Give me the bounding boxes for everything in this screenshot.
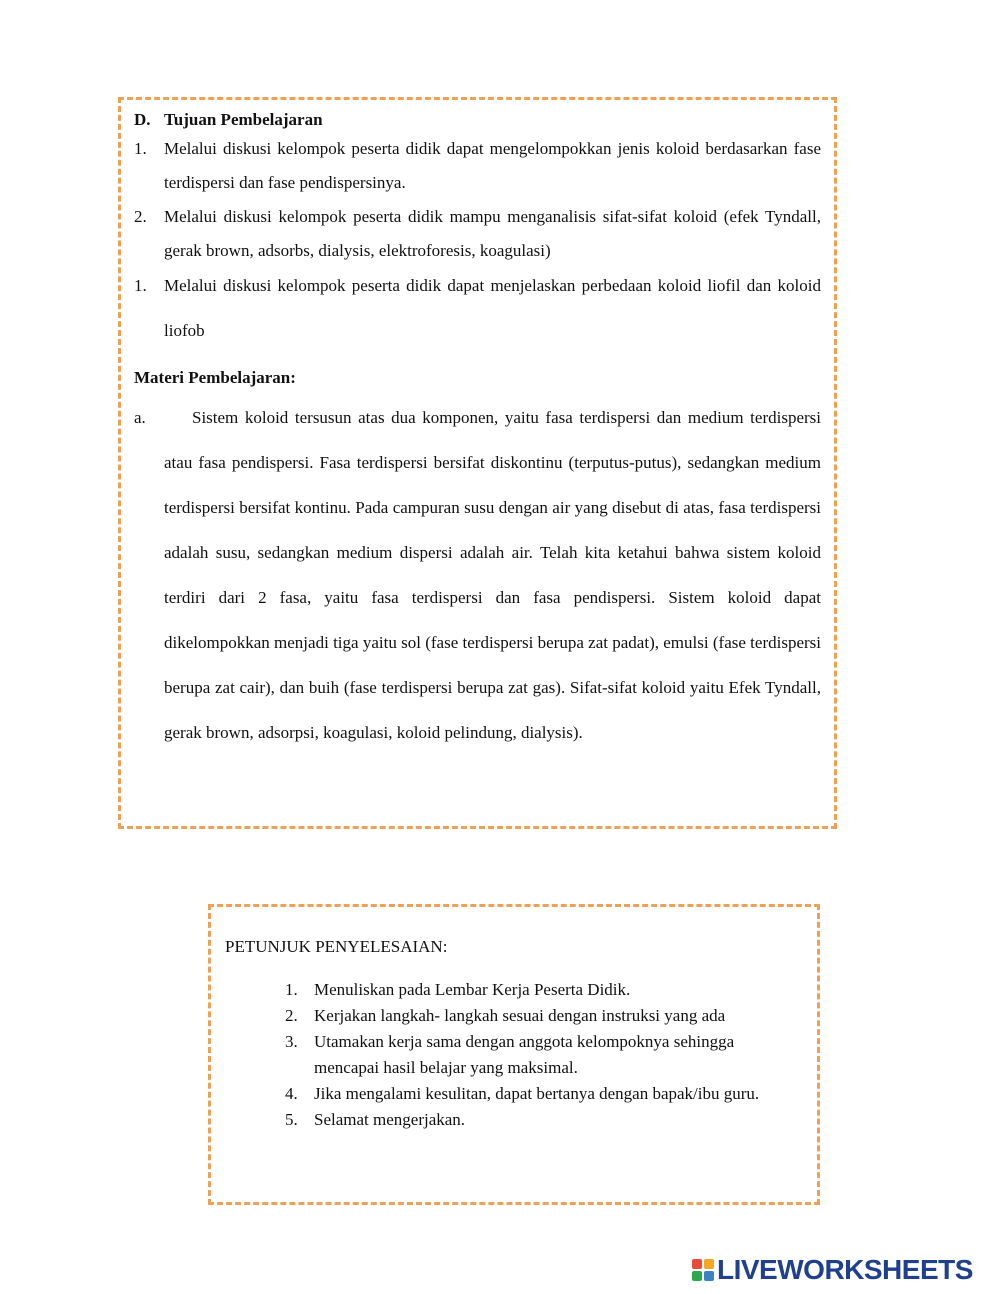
objective-text: Melalui diskusi kelompok peserta didik dapat mengelompokkan jenis koloid berdasarkan fase terdispersi dan fase pendispersinya. [164, 139, 821, 192]
step-text: Jika mengalami kesulitan, dapat bertanya dengan bapak/ibu guru. [314, 1084, 760, 1103]
section-d-label: D. [134, 110, 151, 129]
materi-body: Sistem koloid tersusun atas dua komponen, yaitu fasa terdispersi dan medium terdispersi atau fasa pendispersi. Fasa terdispersi bersifat diskontinu (terputus-putus), sedangkan medium terdispersi bersifat kontinu. Pada campuran susu dengan air yang disebut di atas, fasa terdispersi adalah susu, sedangkan medium dispersi adalah air. Telah kita ketahui bahwa sistem koloid terdiri dari 2 fasa, yaitu fasa terdispersi dan fasa pendispersi. Sistem koloid dapat dikelompokkan menjadi tiga yaitu sol (fase terdispersi berupa zat padat), emulsi (fase terdispersi berupa zat cair), dan buih (fase terdispersi berupa zat gas). Sifat-sifat koloid yaitu Efek Tyndall, gerak brown, adsorpsi, koagulasi, koloid pelindung, dialysis). [164, 408, 821, 742]
step-number: 2. [285, 1006, 298, 1025]
materi-paragraph [134, 395, 821, 755]
objective-number: 1. [134, 139, 147, 158]
instruction-step-4 [285, 1081, 803, 1107]
step-number: 4. [285, 1084, 298, 1103]
objective-item-1 [134, 132, 821, 200]
instruction-step-5 [285, 1107, 803, 1133]
materi-text [164, 395, 821, 755]
section-d-title: Tujuan Pembelajaran [164, 110, 323, 129]
objective-number: 2. [134, 207, 147, 226]
instructions-title: PETUNJUK PENYELESAIAN: [225, 937, 448, 956]
instruction-step-3 [285, 1029, 803, 1081]
objective-item-3 [134, 263, 821, 353]
step-text: Kerjakan langkah- langkah sesuai dengan instruksi yang ada [314, 1006, 726, 1025]
instruction-step-1 [285, 977, 803, 1003]
instruction-step-2 [285, 1003, 803, 1029]
materi-title: Materi Pembelajaran: [134, 368, 296, 387]
instructions-box [208, 904, 820, 1205]
step-number: 5. [285, 1110, 298, 1129]
step-text: Menuliskan pada Lembar Kerja Peserta Didik. [314, 980, 631, 999]
materi-label: a. [134, 408, 146, 427]
section-d-heading [134, 108, 821, 132]
objective-text: Melalui diskusi kelompok peserta didik mampu menganalisis sifat-sifat koloid (efek Tyndall, gerak brown, adsorbs, dialysis, elektroforesis, koagulasi) [164, 207, 821, 260]
objective-text: Melalui diskusi kelompok peserta didik dapat menjelaskan perbedaan koloid liofil dan koloid liofob [164, 276, 821, 340]
step-number: 3. [285, 1032, 298, 1051]
step-text: Utamakan kerja sama dengan anggota kelompoknya sehingga mencapai hasil belajar yang maksimal. [314, 1032, 735, 1077]
learning-objectives-box [118, 97, 837, 829]
brand-name: LIVEWORKSHEETS [717, 1254, 973, 1285]
step-number: 1. [285, 980, 298, 999]
objective-item-2 [134, 200, 821, 268]
liveworksheets-logo-icon [692, 1259, 714, 1281]
objective-number: 1. [134, 276, 147, 295]
liveworksheets-brand[interactable] [692, 1254, 973, 1286]
instructions-list [225, 977, 803, 1133]
step-text: Selamat mengerjakan. [314, 1110, 466, 1129]
